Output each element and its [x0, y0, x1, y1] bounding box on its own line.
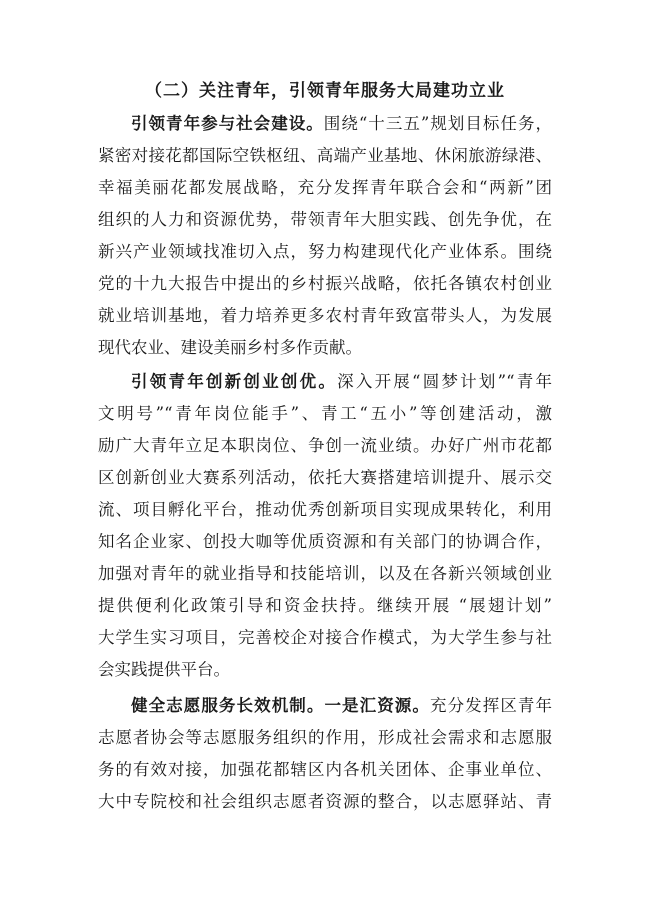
paragraph-line: 紧密对接花都国际空铁枢纽、高端产业基地、休闲旅游绿港、	[98, 146, 552, 165]
paragraph-line: 就业培训基地，着力培养更多农村青年致富带头人，为发展	[98, 306, 552, 325]
paragraph-line: 务的有效对接，加强花都辖区内各机关团体、企事业单位、	[98, 760, 552, 779]
paragraph-line: 励广大青年立足本职岗位、争创一流业绩。办好广州市花都	[98, 436, 552, 455]
paragraph-line: 幸福美丽花都发展战略，充分发挥青年联合会和“两新”团	[98, 178, 552, 197]
paragraph-line	[98, 690, 552, 722]
paragraph-2	[98, 366, 552, 686]
paragraph-lead: 健全志愿服务长效机制。一是汇资源。	[131, 696, 430, 715]
paragraph-line: 知名企业家、创投大咖等优质资源和有关部门的协调合作，	[98, 532, 552, 551]
paragraph-line: 大中专院校和社会组织志愿者资源的整合，以志愿驿站、青	[98, 792, 552, 811]
paragraph-text: 深入开展“圆梦计划”“青年	[337, 372, 552, 391]
paragraph-text: 充分发挥区青年	[429, 696, 552, 715]
paragraph-1	[98, 108, 552, 364]
paragraph-line: 新兴产业领域找准切入点，努力构建现代化产业体系。围绕	[98, 242, 552, 261]
paragraph-line	[98, 108, 552, 140]
paragraph-line: 大学生实习项目，完善校企对接合作模式，为大学生参与社	[98, 628, 552, 647]
paragraph-line: 区创新创业大赛系列活动，依托大赛搭建培训提升、展示交	[98, 468, 552, 487]
paragraph-line: 组织的人力和资源优势，带领青年大胆实践、创先争优，在	[98, 210, 552, 229]
paragraph-line: 会实践提供平台。	[98, 660, 230, 679]
paragraph-line: 志愿者协会等志愿服务组织的作用，形成社会需求和志愿服	[98, 728, 552, 747]
paragraph-line: 文明号”“青年岗位能手”、青工“五小”等创建活动，激	[98, 404, 552, 423]
paragraph-line: 加强对青年的就业指导和技能培训，以及在各新兴领域创业	[98, 564, 552, 583]
paragraph-line: 提供便利化政策引导和资金扶持。继续开展 “展翅计划”	[98, 596, 552, 615]
section-heading: （二）关注青年，引领青年服务大局建功立业	[145, 81, 505, 101]
paragraph-line: 现代农业、建设美丽乡村多作贡献。	[98, 338, 362, 357]
paragraph-line: 流、项目孵化平台，推动优秀创新项目实现成果转化，利用	[98, 500, 552, 519]
paragraph-line	[98, 366, 552, 398]
paragraph-3	[98, 690, 552, 818]
paragraph-text: 围绕“十三五”规划目标任务，	[323, 114, 552, 133]
paragraph-line: 党的十九大报告中提出的乡村振兴战略，依托各镇农村创业	[98, 274, 552, 293]
paragraph-lead: 引领青年创新创业创优。	[131, 372, 338, 391]
paragraph-lead: 引领青年参与社会建设。	[131, 114, 324, 133]
